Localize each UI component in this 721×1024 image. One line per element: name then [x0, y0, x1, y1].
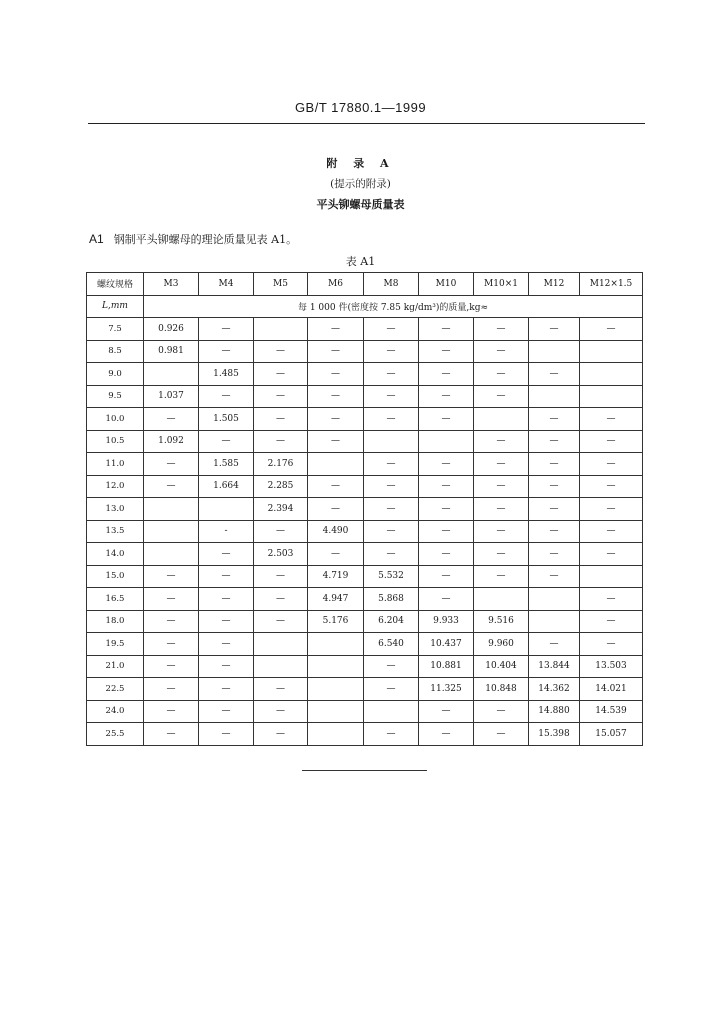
mass-cell: —: [419, 453, 474, 476]
mass-cell: —: [199, 385, 254, 408]
mass-cell: 10.404: [474, 655, 529, 678]
mass-cell: 13.503: [580, 655, 643, 678]
length-cell: 25.5: [87, 723, 144, 746]
table-row: [87, 723, 643, 746]
mass-cell: 4.490: [308, 520, 364, 543]
mass-cell: —: [529, 453, 580, 476]
mass-cell: 4.719: [308, 565, 364, 588]
mass-cell: [308, 678, 364, 701]
mass-cell: —: [419, 340, 474, 363]
mass-cell: —: [419, 588, 474, 611]
column-header: M6: [308, 273, 364, 296]
mass-cell: —: [419, 700, 474, 723]
mass-cell: —: [364, 385, 419, 408]
mass-cell: —: [254, 408, 308, 431]
mass-cell: —: [419, 408, 474, 431]
mass-cell: 2.503: [254, 543, 308, 566]
length-cell: 12.0: [87, 475, 144, 498]
table-row: [87, 340, 643, 363]
column-header: M5: [254, 273, 308, 296]
length-cell: 8.5: [87, 340, 144, 363]
mass-cell: —: [474, 520, 529, 543]
mass-cell: —: [529, 363, 580, 386]
mass-cell: —: [419, 475, 474, 498]
mass-cell: —: [144, 655, 199, 678]
mass-cell: —: [580, 475, 643, 498]
mass-cell: —: [364, 678, 419, 701]
mass-cell: [364, 700, 419, 723]
table-row: [87, 520, 643, 543]
mass-cell: 4.947: [308, 588, 364, 611]
mass-cell: —: [364, 363, 419, 386]
table-unit-row: [87, 295, 643, 318]
mass-cell: [364, 430, 419, 453]
mass-cell: —: [144, 453, 199, 476]
mass-cell: 6.204: [364, 610, 419, 633]
mass-cell: —: [144, 633, 199, 656]
mass-cell: —: [364, 318, 419, 341]
mass-cell: —: [474, 318, 529, 341]
mass-cell: —: [308, 363, 364, 386]
mass-cell: —: [419, 565, 474, 588]
mass-cell: —: [199, 633, 254, 656]
mass-cell: —: [199, 430, 254, 453]
length-cell: 18.0: [87, 610, 144, 633]
mass-cell: 9.516: [474, 610, 529, 633]
length-cell: 10.0: [87, 408, 144, 431]
length-cell: 19.5: [87, 633, 144, 656]
length-cell: 13.0: [87, 498, 144, 521]
mass-cell: —: [419, 520, 474, 543]
column-header: M10×1: [474, 273, 529, 296]
mass-cell: 15.057: [580, 723, 643, 746]
mass-cell: 9.960: [474, 633, 529, 656]
mass-cell: —: [474, 565, 529, 588]
mass-cell: —: [144, 700, 199, 723]
mass-cell: 2.176: [254, 453, 308, 476]
mass-cell: —: [474, 543, 529, 566]
section-a1: [89, 231, 297, 247]
mass-cell: —: [199, 700, 254, 723]
mass-cell: —: [199, 678, 254, 701]
mass-cell: [308, 723, 364, 746]
mass-cell: 10.437: [419, 633, 474, 656]
mass-cell: 10.881: [419, 655, 474, 678]
mass-cell: 6.540: [364, 633, 419, 656]
mass-cell: —: [580, 453, 643, 476]
mass-cell: —: [254, 520, 308, 543]
table-row: [87, 498, 643, 521]
table-row: [87, 453, 643, 476]
mass-cell: —: [308, 318, 364, 341]
table-header-row: [87, 273, 643, 296]
mass-cell: [474, 408, 529, 431]
mass-cell: —: [144, 723, 199, 746]
mass-cell: —: [529, 498, 580, 521]
mass-cell: 9.933: [419, 610, 474, 633]
mass-cell: —: [529, 430, 580, 453]
appendix-note: (提示的附录): [330, 178, 391, 190]
mass-cell: —: [144, 408, 199, 431]
mass-cell: —: [419, 723, 474, 746]
mass-cell: 0.926: [144, 318, 199, 341]
table-row: [87, 655, 643, 678]
section-text: 钢制平头铆螺母的理论质量见表 A1。: [113, 233, 298, 246]
mass-cell: —: [254, 363, 308, 386]
mass-cell: —: [529, 475, 580, 498]
column-header: M10: [419, 273, 474, 296]
mass-cell: —: [308, 340, 364, 363]
mass-cell: [580, 363, 643, 386]
table-row: [87, 363, 643, 386]
table-row: [87, 565, 643, 588]
mass-cell: 13.844: [529, 655, 580, 678]
mass-cell: —: [529, 520, 580, 543]
table-row: [87, 430, 643, 453]
appendix-title: 附 录 A: [326, 157, 395, 170]
mass-cell: [529, 385, 580, 408]
mass-cell: —: [308, 543, 364, 566]
mass-cell: —: [254, 588, 308, 611]
mass-cell: [308, 700, 364, 723]
mass-cell: 14.539: [580, 700, 643, 723]
table-row: [87, 633, 643, 656]
header-rule: [88, 123, 645, 124]
column-header: M8: [364, 273, 419, 296]
column-header: M4: [199, 273, 254, 296]
mass-cell: 0.981: [144, 340, 199, 363]
mass-cell: —: [529, 408, 580, 431]
mass-cell: [419, 430, 474, 453]
mass-cell: —: [199, 340, 254, 363]
mass-cell: —: [474, 430, 529, 453]
mass-cell: [308, 633, 364, 656]
table-note: 每 1 000 件(密度按 7.85 kg/dm³)的质量,kg≈: [144, 295, 643, 318]
mass-cell: —: [580, 610, 643, 633]
mass-cell: 14.362: [529, 678, 580, 701]
mass-cell: [529, 340, 580, 363]
mass-cell: [308, 453, 364, 476]
standard-number: GB/T 17880.1—1999: [294, 100, 427, 115]
mass-cell: 5.176: [308, 610, 364, 633]
mass-cell: —: [419, 385, 474, 408]
mass-cell: —: [529, 543, 580, 566]
mass-cell: 10.848: [474, 678, 529, 701]
mass-cell: —: [199, 588, 254, 611]
column-header: M12: [529, 273, 580, 296]
table-row: [87, 318, 643, 341]
mass-cell: —: [364, 498, 419, 521]
length-cell: 21.0: [87, 655, 144, 678]
mass-cell: —: [254, 700, 308, 723]
mass-cell: —: [144, 678, 199, 701]
mass-cell: —: [529, 633, 580, 656]
mass-cell: [144, 498, 199, 521]
mass-cell: —: [474, 340, 529, 363]
mass-cell: —: [580, 520, 643, 543]
table-row: [87, 385, 643, 408]
mass-cell: 1.664: [199, 475, 254, 498]
mass-cell: —: [199, 543, 254, 566]
mass-cell: 14.021: [580, 678, 643, 701]
mass-cell: —: [364, 453, 419, 476]
table-row: [87, 408, 643, 431]
mass-cell: —: [199, 565, 254, 588]
column-header: M3: [144, 273, 199, 296]
length-cell: 9.5: [87, 385, 144, 408]
mass-cell: —: [580, 408, 643, 431]
mass-cell: —: [474, 385, 529, 408]
unit-label: L,mm: [87, 295, 144, 318]
mass-cell: [529, 588, 580, 611]
mass-cell: —: [364, 408, 419, 431]
mass-cell: —: [580, 633, 643, 656]
mass-cell: —: [580, 588, 643, 611]
length-cell: 9.0: [87, 363, 144, 386]
length-cell: 10.5: [87, 430, 144, 453]
mass-cell: —: [308, 430, 364, 453]
mass-cell: [580, 565, 643, 588]
mass-cell: 2.394: [254, 498, 308, 521]
mass-cell: —: [529, 565, 580, 588]
appendix-subject: 平头铆螺母质量表: [316, 198, 405, 211]
mass-cell: 1.585: [199, 453, 254, 476]
mass-cell: —: [254, 678, 308, 701]
mass-cell: —: [474, 363, 529, 386]
mass-cell: —: [254, 723, 308, 746]
mass-cell: —: [580, 498, 643, 521]
mass-cell: [144, 520, 199, 543]
mass-cell: —: [308, 408, 364, 431]
length-cell: 13.5: [87, 520, 144, 543]
mass-cell: —: [144, 565, 199, 588]
mass-cell: 5.868: [364, 588, 419, 611]
mass-cell: —: [199, 655, 254, 678]
mass-cell: —: [580, 318, 643, 341]
mass-cell: —: [199, 610, 254, 633]
length-cell: 22.5: [87, 678, 144, 701]
length-cell: 15.0: [87, 565, 144, 588]
mass-cell: 1.037: [144, 385, 199, 408]
mass-cell: —: [254, 565, 308, 588]
mass-cell: 2.285: [254, 475, 308, 498]
mass-cell: —: [419, 363, 474, 386]
mass-cell: [529, 610, 580, 633]
mass-cell: —: [254, 340, 308, 363]
length-cell: 24.0: [87, 700, 144, 723]
mass-cell: —: [364, 520, 419, 543]
mass-cell: —: [419, 543, 474, 566]
table-row: [87, 678, 643, 701]
mass-cell: [199, 498, 254, 521]
mass-cell: 1.485: [199, 363, 254, 386]
mass-cell: 1.092: [144, 430, 199, 453]
mass-cell: —: [474, 723, 529, 746]
mass-cell: —: [144, 610, 199, 633]
table-row: [87, 610, 643, 633]
mass-cell: 11.325: [419, 678, 474, 701]
table-body: [87, 318, 643, 746]
length-cell: 7.5: [87, 318, 144, 341]
column-header: M12×1.5: [580, 273, 643, 296]
mass-cell: 15.398: [529, 723, 580, 746]
mass-cell: —: [474, 453, 529, 476]
mass-cell: —: [474, 475, 529, 498]
mass-cell: —: [580, 543, 643, 566]
mass-cell: 14.880: [529, 700, 580, 723]
mass-cell: —: [308, 475, 364, 498]
length-cell: 16.5: [87, 588, 144, 611]
mass-cell: 1.505: [199, 408, 254, 431]
mass-cell: [254, 655, 308, 678]
mass-cell: —: [419, 318, 474, 341]
table-row: [87, 543, 643, 566]
mass-table: [86, 272, 643, 746]
section-number: A1: [89, 232, 104, 246]
length-cell: 11.0: [87, 453, 144, 476]
mass-cell: —: [144, 588, 199, 611]
mass-cell: [474, 588, 529, 611]
mass-cell: —: [364, 655, 419, 678]
mass-cell: [580, 385, 643, 408]
mass-cell: -: [199, 520, 254, 543]
end-rule: [302, 770, 427, 771]
mass-cell: —: [308, 385, 364, 408]
mass-cell: —: [364, 340, 419, 363]
mass-cell: —: [199, 318, 254, 341]
mass-cell: —: [419, 498, 474, 521]
header-label: 螺纹规格: [87, 273, 144, 296]
mass-cell: —: [144, 475, 199, 498]
mass-cell: —: [364, 723, 419, 746]
mass-cell: —: [529, 318, 580, 341]
mass-cell: [580, 340, 643, 363]
table-caption: 表 A1: [345, 255, 376, 268]
table-row: [87, 475, 643, 498]
mass-cell: —: [254, 430, 308, 453]
mass-cell: —: [474, 498, 529, 521]
mass-cell: [254, 633, 308, 656]
mass-cell: 5.532: [364, 565, 419, 588]
mass-cell: —: [474, 700, 529, 723]
mass-cell: [144, 363, 199, 386]
mass-cell: [144, 543, 199, 566]
mass-cell: —: [364, 475, 419, 498]
table-row: [87, 588, 643, 611]
mass-cell: —: [199, 723, 254, 746]
mass-cell: [254, 318, 308, 341]
mass-cell: —: [254, 610, 308, 633]
length-cell: 14.0: [87, 543, 144, 566]
mass-cell: [308, 655, 364, 678]
table-row: [87, 700, 643, 723]
mass-cell: —: [580, 430, 643, 453]
mass-cell: —: [254, 385, 308, 408]
mass-cell: —: [308, 498, 364, 521]
mass-cell: —: [364, 543, 419, 566]
